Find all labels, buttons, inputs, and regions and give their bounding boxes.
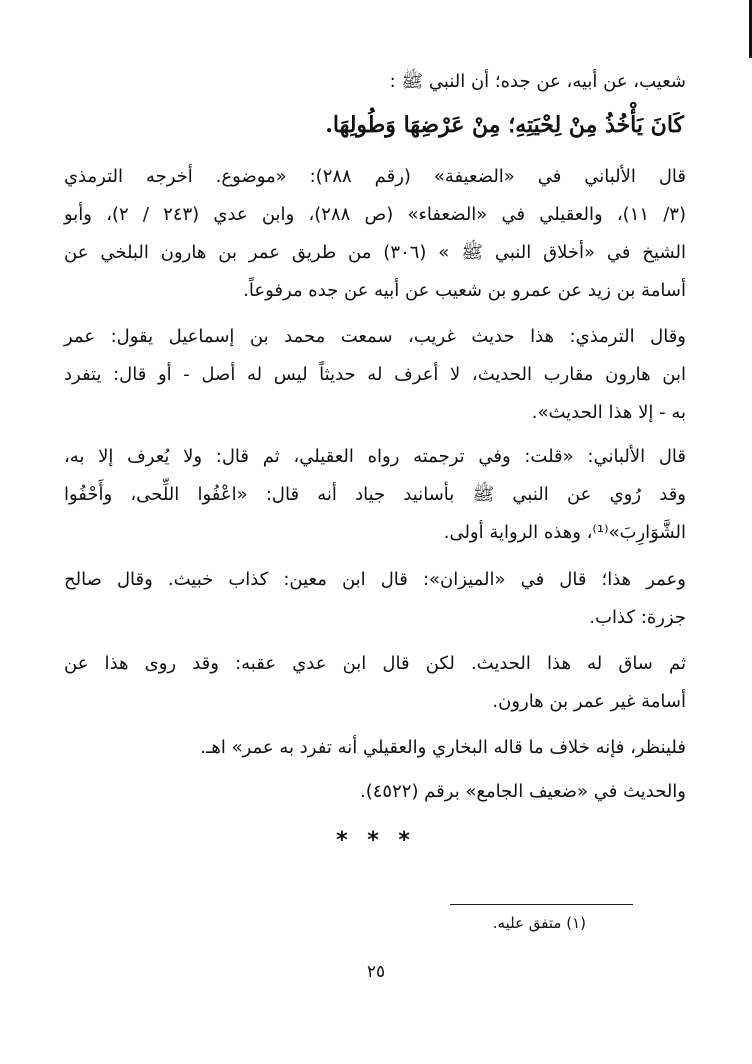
text-line: ابن هارون مقارب الحديث، لا أعرف له حديثاً ليس له أصل - أو قال: يتفرد <box>64 364 686 385</box>
text-line: وقد رُوي عن النبي ﷺ بأسانيد جياد أنه قال: «اعْفُوا اللِّحى، وأَحْفُوا <box>64 484 686 505</box>
text-line: أسامة بن زيد عن عمرو بن شعيب عن أبيه عن جده مرفوعاً. <box>243 280 686 301</box>
text-line: الشيخ في «أخلاق النبي ﷺ » (٣٠٦) من طريق عمر بن هارون البلخي عن <box>64 242 687 263</box>
paragraph-conclusion <box>64 729 686 767</box>
section-separator: * * * <box>336 828 416 853</box>
paragraph-ibn-adi <box>64 645 686 721</box>
hadith-text: كَانَ يَأْخُذُ مِنْ لِحْيَتِهِ؛ مِنْ عَرْضِهَا وَطُولِهَا. <box>325 112 684 138</box>
text-line: وعمر هذا؛ قال في «الميزان»: قال ابن معين: كذاب خبيث. وقال صالح <box>64 569 686 590</box>
text-line: (٣/ ١١)، والعقيلي في «الضعفاء» (ص ٢٨٨)، وابن عدي (٢٤٣ / ٢)، وأبو <box>64 204 686 225</box>
text-line: الشَّوَارِبَ»⁽¹⁾، وهذه الرواية أولى. <box>443 522 686 543</box>
text-line: قال الألباني: «قلت: وفي ترجمته رواه العقيلي، ثم قال: ولا يُعرف إلا به، <box>64 446 686 467</box>
paragraph-intro <box>64 63 686 101</box>
paragraph-albani-uqayli <box>64 438 686 552</box>
text-line: أسامة غير عمر بن هارون. <box>492 691 686 712</box>
text-line: جزرة: كذاب. <box>589 607 686 628</box>
footnote-divider <box>450 904 633 905</box>
text-line: شعيب، عن أبيه، عن جده؛ أن النبي ﷺ : <box>389 71 686 92</box>
footnote: (١) متفق عليه. <box>492 914 586 932</box>
paragraph-jami-reference <box>64 773 686 811</box>
text-line: والحديث في «ضعيف الجامع» برقم (٤٥٢٢). <box>360 781 686 802</box>
page-number: ٢٥ <box>366 962 386 982</box>
text-line: وقال الترمذي: هذا حديث غريب، سمعت محمد بن إسماعيل يقول: عمر <box>64 326 686 347</box>
paragraph-albani-takhrij <box>64 158 686 310</box>
paragraph-tirmidhi <box>64 318 686 432</box>
text-line: ثم ساق له هذا الحديث. لكن قال ابن عدي عقبه: وقد روى هذا عن <box>64 653 686 674</box>
text-line: قال الألباني في «الضعيفة» (رقم ٢٨٨): «موضوع. أخرجه الترمذي <box>64 166 686 187</box>
text-line: فلينظر، فإنه خلاف ما قاله البخاري والعقيلي أنه تفرد به عمر» اهـ. <box>200 737 686 758</box>
text-line: به - إلا هذا الحديث». <box>531 402 686 423</box>
paragraph-mizan <box>64 561 686 637</box>
